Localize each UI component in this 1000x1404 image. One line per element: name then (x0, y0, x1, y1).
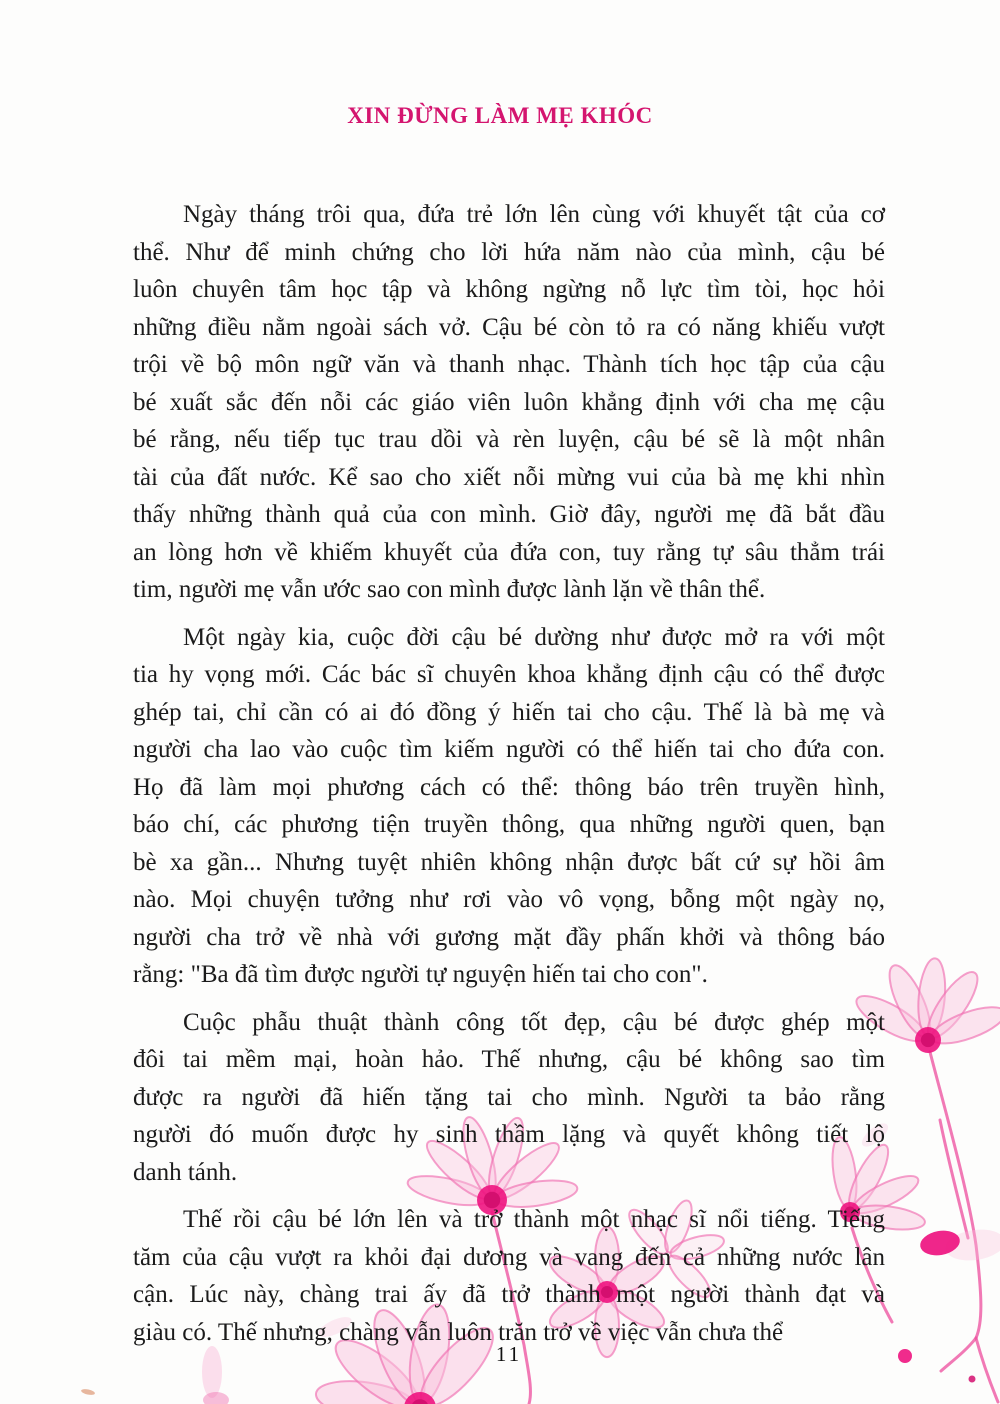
text-line: cận. Lúc này, chàng trai ấy đã trở thành một người thành đạt và (133, 1281, 885, 1308)
text-line: Họ đã làm mọi phương cách có thể: thông báo trên truyền hình, (133, 773, 885, 801)
text-line: người đó muốn được hy sinh thầm lặng và quyết không tiết lộ (133, 1121, 885, 1148)
text-line: Cuộc phẫu thuật thành công tốt đẹp, cậu bé được ghép một (183, 1008, 885, 1036)
text-line: tia hy vọng mới. Các bác sĩ chuyên khoa khẳng định cậu có thể được (133, 661, 885, 688)
flower-stem (930, 1052, 981, 1338)
text-line: ghép tai, chỉ cần có ai đó đồng ý hiến tai cho cậu. Thế là bà mẹ và (133, 698, 885, 726)
text-line: danh tánh. (133, 1158, 238, 1186)
text-line: người cha lao vào cuộc tìm kiếm người có thể hiến tai cho đứa con. (133, 736, 885, 763)
text-line: rằng: "Ba đã tìm được người tự nguyện hiến tai cho con". (133, 961, 708, 988)
text-line: thể. Như để minh chứng cho lời hứa năm nào của mình, cậu bé (133, 238, 885, 266)
text-line: bè xa gần... Nhưng tuyệt nhiên không nhận được bất cứ sự hồi âm (133, 848, 885, 876)
text-line: bé xuất sắc đến nỗi các giáo viên luôn khẳng định với cha mẹ cậu (133, 388, 885, 416)
text-line: báo chí, các phương tiện truyền thông, qua những người quen, bạn (133, 811, 885, 838)
text-line: Một ngày kia, cuộc đời cậu bé dường như được mở ra với một (183, 623, 885, 651)
paragraph (133, 196, 885, 609)
text-line: tài của đất nước. Kể sao cho xiết nỗi mừng vui của bà mẹ khi nhìn (133, 463, 885, 491)
paragraph (133, 1004, 885, 1192)
text-line: luôn chuyên tâm học tập và không ngừng nỗ lực tìm tòi, học hỏi (133, 276, 885, 303)
flower-stem (941, 1338, 976, 1371)
text-line: Thế rồi cậu bé lớn lên và trở thành một nhạc sĩ nổi tiếng. Tiếng (183, 1206, 885, 1233)
paint-dot (969, 1376, 976, 1383)
page-text (133, 196, 885, 1361)
paint-dot (898, 1349, 912, 1363)
chapter-title: XIN ĐỪNG LÀM MẸ KHÓC (347, 103, 653, 128)
text-line: Ngày tháng trôi qua, đứa trẻ lớn lên cùng với khuyết tật của cơ (183, 201, 885, 228)
text-line: thấy những thành quả của con mình. Giờ đây, người mẹ đã bắt đầu (133, 501, 885, 528)
text-line: người cha trở về nhà với gương mặt đầy phấn khởi và thông báo (133, 923, 885, 951)
text-line: đôi tai mềm mại, hoàn hảo. Thế nhưng, cậu bé không sao tìm (133, 1046, 885, 1073)
text-line: an lòng hơn về khiếm khuyết của đứa con, tuy rằng tự sâu thẳm trái (133, 538, 885, 566)
text-line: nào. Mọi chuyện tưởng như rơi vào vô vọng, bỗng một ngày nọ, (133, 886, 885, 913)
text-line: những điều nằm ngoài sách vở. Cậu bé còn tỏ ra có năng khiếu vượt (133, 313, 885, 341)
text-line: trội về bộ môn ngữ văn và thanh nhạc. Thành tích học tập của cậu (133, 351, 885, 378)
text-line: bé rằng, nếu tiếp tục trau dồi và rèn luyện, cậu bé sẽ là một nhân (133, 426, 885, 453)
page-number: 11 (495, 1342, 523, 1366)
paragraph (133, 1201, 885, 1351)
text-line: giàu có. Thế nhưng, chàng vẫn luôn trăn trở về việc vẫn chưa thể (133, 1318, 784, 1346)
paragraph (133, 619, 885, 994)
paint-speck (81, 1388, 96, 1396)
text-line: được ra người đã hiến tặng tai cho mình. Người ta bảo rằng (133, 1083, 885, 1111)
flower-stem (976, 1338, 998, 1402)
flower-center-core (921, 1033, 935, 1047)
text-line: tim, người mẹ vẫn ước sao con mình được lành lặn về thân thể. (133, 576, 766, 603)
text-line: tăm của cậu vượt ra khỏi đại dương và vang đến cả những nước lân (133, 1243, 885, 1271)
